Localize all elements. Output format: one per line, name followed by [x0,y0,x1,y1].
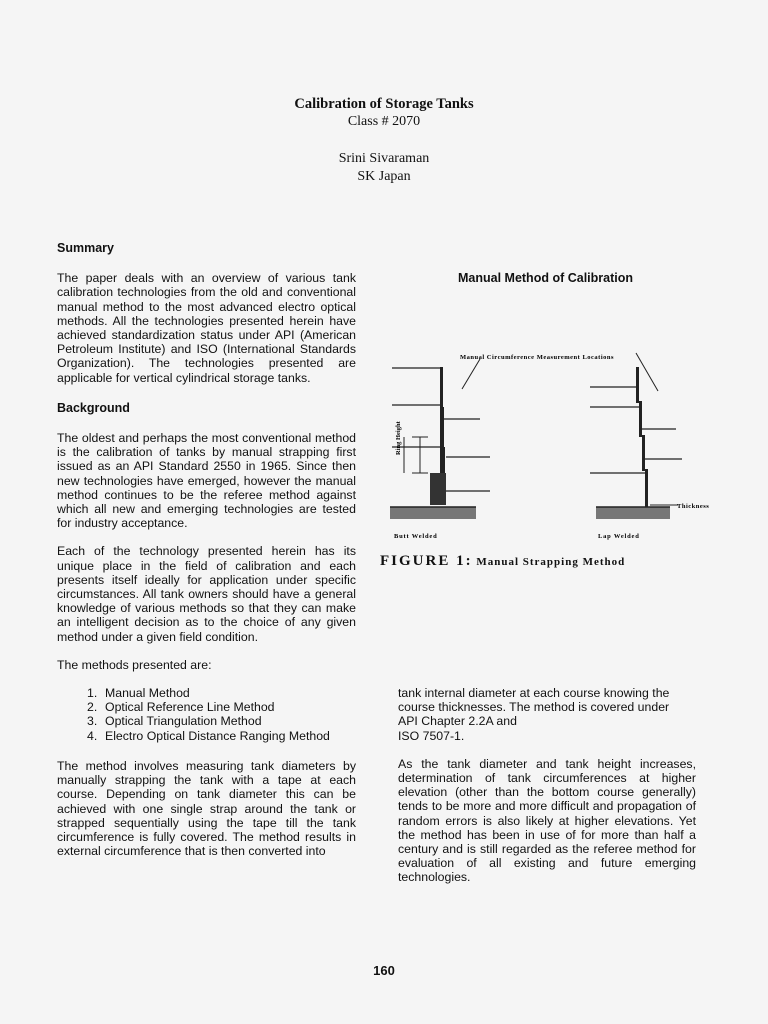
background-paragraph-1: The oldest and perhaps the most conventional method is the calibration of tanks by manual strapping first issued as an API Standard 2550 in 1965. Since then new technologies have emerged, however the manual method continues to be the referee method against which all new and emerging technologies are tested for industry acceptance. [57,431,356,531]
butt-welded-label: Butt Welded [394,533,438,540]
left-column [57,241,356,858]
lap-welded-label: Lap Welded [598,533,640,540]
background-heading: Background [57,400,130,415]
right-column [398,686,696,885]
locations-label: Manual Circumference Measurement Locations [460,354,615,361]
list-item: 2. Optical Reference Line Method [87,700,275,715]
title-block [0,96,768,130]
lap-welded-tank-diagram [590,353,682,519]
methods-intro: The methods presented are: [57,657,212,672]
right-paragraph-2: As the tank diameter and tank height increases, determination of tank circumferences at higher elevation (other than the bottom course generally) tends to be more and more difficult and propagation of random errors is also likely at higher elevations. Yet the method has been in use of for more than half a century and is still regarded as the referee method for evaluation of all existing and future emerging technologies. [398,756,696,885]
paper-title: Calibration of Storage Tanks [294,96,474,112]
author-name: Srini Sivaraman [338,151,430,166]
continuation-line: tank internal diameter at each course knowing the [398,686,670,700]
method-description: The method involves measuring tank diameters by manually strapping the tank with a tape at each course. Depending on tank diameter this can be achieved with one single strap around the tank or strapped sequentially using the tape till the tank circumference is fully covered. The method results in external circumference that is then converted into [57,758,356,859]
author-block [0,150,768,186]
figure-caption-prefix: FIGURE 1: [380,553,473,569]
methods-list [57,686,356,743]
butt-welded-tank-diagram [390,359,490,519]
summary-heading: Summary [57,241,114,255]
background-paragraph-2: Each of the technology presented herein has its unique place in the field of calibration and each presents itself ideally for application under specific circumstances. All tank owners should have a general knowledge of various methods so that they can make an intelligent decision as to the choice of any given method under a given field condition. [57,544,356,644]
continuation-line: ISO 7507-1. [398,728,465,743]
author-affiliation: SK Japan [357,169,411,184]
class-number: Class # 2070 [347,114,421,129]
thickness-label: Thickness [677,503,710,510]
summary-text: The paper deals with an overview of various tank calibration technologies from the old and conventional manual method to the most advanced electro optical methods. All the technologies presented herein have achieved standardization status under API (American Petroleum Institute) and ISO (International Standards Organization). The technologies presented are applicable for vertical cylindrical storage tanks. [57,271,356,385]
strapping-figure [380,345,720,545]
figure-caption-text: Manual Strapping Method [476,556,626,568]
list-item: 4. Electro Optical Distance Ranging Method [87,728,330,743]
figure-caption [380,553,625,570]
list-item: 3. Optical Triangulation Method [87,714,262,729]
ring-height-label: Ring Height [395,421,402,455]
list-item: 1. Manual Method [87,686,190,701]
page-number: 160 [373,963,395,978]
figure-title: Manual Method of Calibration [458,271,633,285]
continuation-line: API Chapter 2.2A and [398,714,517,729]
continuation-line: course thicknesses. The method is covered under [398,700,670,715]
